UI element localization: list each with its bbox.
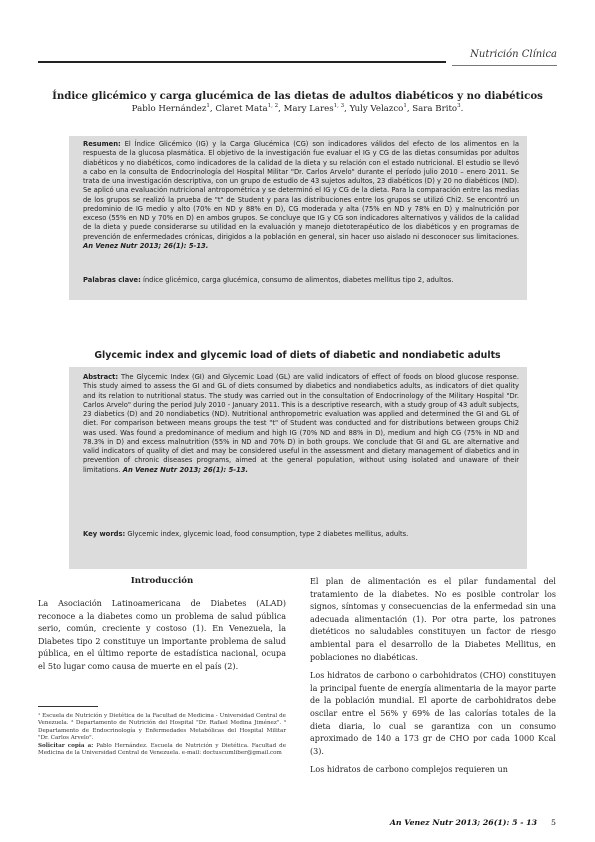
section-title: Nutrición Clínica xyxy=(470,49,557,60)
footer-citation: An Venez Nutr 2013; 26(1): 5 - 13 xyxy=(389,818,538,827)
header-rule xyxy=(38,61,446,63)
footnotes xyxy=(38,713,286,759)
correspondence-footnote xyxy=(38,743,286,758)
resumen-text: El Índice Glicémico (IG) y la Carga Glucémica (CG) son indicadores válidos del efecto de los alimentos en la respuesta de la glucosa plasmática. El objetivo de la investigación fue evaluar el IG y CG de las dietas consumidas por adultos diabéticos y no diabéticos, como indicadores de la calidad de la dieta y su relación con el estado nutricional. El estudio se llevó a cabo en la consulta de Endocrinología del Hospital Militar "Dr. Carlos Arvelo" durante el período julio 2010 – enero 2011. Se trata de una investigación descriptiva, con un grupo de estudio de 43 sujetos adultos, 23 diabéticos (D) y 20 no diabéticos (ND). Se aplicó una evaluación nutricional antropométrica y se determinó el IG y CG de la dieta. Para la comparación entre las medias de los grupos se realizó la prueba de "t" de Student y para las distribuciones entre los grupos se utilizó Chi2. Se encontró un predominio de IG medio y alto (70% en ND y 88% en D), CG moderada y alta (75% en ND y 78% en D) y malnutrición por exceso (55% en ND y 70% en D) en ambos grupos. Se concluye que IG y CG son indicadores alternativos y válidos de la calidad de la dieta y puede considerarse su utilidad en la evaluación y manejo dietoterapéutico de los diabéticos y en programas de prevención de enfermedades crónicas, dirigidos a la población en general, sin hacer uso aislado ni desconocer sus limitaciones. xyxy=(83,140,519,241)
body-paragraph: Los hidratos de carbono o carbohidratos (CHO) constituyen la principal fuente de energía alimentaria de la mayor parte de la población mundial. El aporte de carbohidratos debe oscilar entre el 56% y 69% de las calorías totales de la dieta diaria, lo cual se garantiza con un consumo aproximado de 140 a 173 gr de CHO por cada 1000 Kcal (3). xyxy=(310,671,556,756)
article-title-es: Índice glicémico y carga glucémica de las dietas de adultos diabéticos y no diabéticos xyxy=(52,90,543,102)
page-footer xyxy=(360,818,556,827)
author-list: Pablo Hernández$^1$, Claret Mata$^{1, 2}$, Mary Lares$^{1, 3}$, Yuly Velazco$^1$, Sara Brito$^3$. xyxy=(131,103,464,114)
body-column-right xyxy=(310,576,556,783)
author: Sara Brito xyxy=(412,103,458,114)
footnote-rule xyxy=(38,706,98,707)
abstract-label: Abstract: xyxy=(83,373,119,381)
body-paragraph: La Asociación Latinoamericana de Diabetes (ALAD) reconoce a la diabetes como un problema de salud pública serio, común, creciente y costoso (1). En Venezuela, la Diabetes tipo 2 constituye un importante problema de salud pública, en el último reporte de estadística nacional, ocupa el 5to lugar como causa de muerte en el país (2). xyxy=(38,599,286,671)
author-affiliation: 1, 2 xyxy=(267,103,279,109)
introduction-heading: Introducción xyxy=(130,576,194,586)
body-paragraph: El plan de alimentación es el pilar fundamental del tratamiento de la diabetes. No es posible controlar los signos, síntomas y consecuencias de la enfermedad sin una adecuada alimentación (1). Por otra parte, los patrones dietéticos no saludables constituyen un factor de riesgo ambiental para el desarrollo de la Diabetes Mellitus, en poblaciones no diabéticas. xyxy=(310,577,556,662)
abstract-text: The Glycemic Index (GI) and Glycemic Load (GL) are valid indicators of effect of foods on blood glucose response. This study aimed to assess the GI and GL of diets consumed by diabetics and nondiabetics adults, as indicators of diet quality and its relation to nutritional status. The study was carried out in the consultation of Endocrinology of the Military Hospital "Dr. Carlos Arvelo" during the period July 2010 - January 2011. This is a descriptive research, with a study group of 43 adult subjects, 23 diabetics (D) and 20 nondiabetics (ND). Nutritional anthropometric evaluation was applied and determined the GI and GL of diet. For comparison between means groups the test "t" of Student was conducted and for distributions between groups Chi2 was used. Was found a predominance of medium and high IG (70% ND and 88% in D), medium and high CG (75% in ND and 78.3% in D) and excess malnutrition (55% in ND and 70% D) in both groups. We conclude that GI and GL are alternative and valid indicators of quality of diet and may be considered useful in the assessment and dietary management of diabetics and in prevention of chronic diseases programs, aimed at the general population, without using isolated and unaware of their limitations. xyxy=(83,373,519,474)
author: Yuly Velazco xyxy=(349,103,404,114)
key-words-text: Glycemic index, glycemic load, food consumption, type 2 diabetes mellitus, adults. xyxy=(127,530,409,538)
key-words-label: Key words: xyxy=(83,530,126,538)
palabras-clave xyxy=(83,276,519,285)
palabras-clave-label: Palabras clave: xyxy=(83,276,141,284)
body-paragraph: Los hidratos de carbono complejos requieren un xyxy=(310,765,508,775)
page-number: 5 xyxy=(551,818,556,827)
resumen-label: Resumen: xyxy=(83,140,121,148)
affiliations-footnote: ¹ Escuela de Nutrición y Dietética de la Facultad de Medicina - Universidad Central de Venezuela. ² Departamento de Nutrición del Hospital "Dr. Rafael Medina Jiménez". ³ Departamento de Endocrinología y Enfermedades Metabólicas del Hospital Militar "Dr. Carlos Arvelo". xyxy=(38,713,286,741)
author-affiliation: 3 xyxy=(457,103,461,109)
author-affiliation: 1 xyxy=(403,103,407,109)
article-title-en: Glycemic index and glycemic load of diets of diabetic and nondiabetic adults xyxy=(94,350,501,361)
author-affiliation: 1 xyxy=(206,103,210,109)
author: Pablo Hernández xyxy=(131,103,207,114)
key-words xyxy=(83,530,519,539)
abstract-citation: An Venez Nutr 2013; 26(1): 5-13. xyxy=(122,465,249,474)
author-affiliation: 1, 3 xyxy=(333,103,345,109)
resumen xyxy=(83,140,519,251)
author: Mary Lares xyxy=(283,103,334,114)
body-column-left xyxy=(38,598,286,680)
author: Claret Mata xyxy=(215,103,268,114)
palabras-clave-text: índice glicémico, carga glucémica, consumo de alimentos, diabetes mellitus tipo 2, adultos. xyxy=(142,276,454,284)
abstract xyxy=(83,373,519,475)
correspondence-label: Solicitar copia a: xyxy=(38,743,94,750)
correspondence-text: Pablo Hernández. Escuela de Nutrición y Dietética. Facultad de Medicina de la Universidad Central de Venezuela. e-mail: doctuscumliber@gmail.com xyxy=(38,743,286,757)
resumen-citation: An Venez Nutr 2013; 26(1): 5-13. xyxy=(83,241,209,250)
header-rule-right xyxy=(452,65,557,66)
